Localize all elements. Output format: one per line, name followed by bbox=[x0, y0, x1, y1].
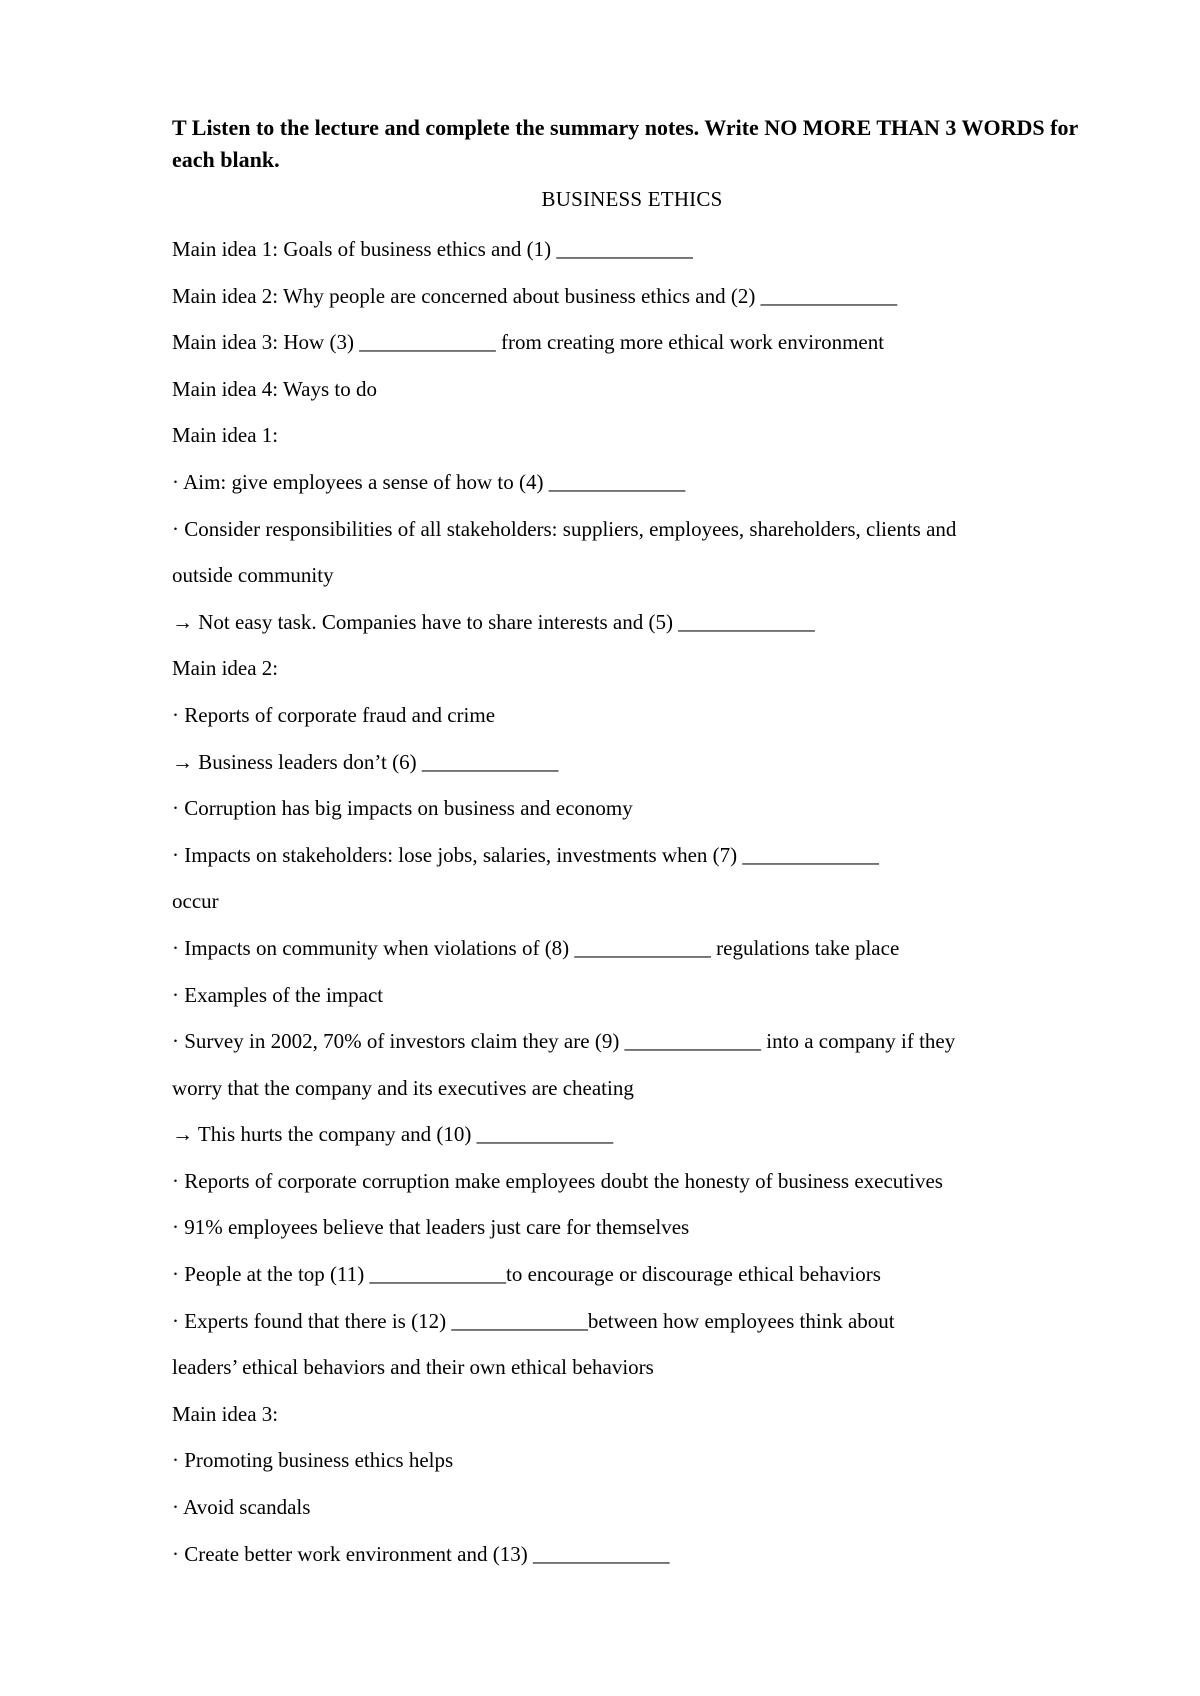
document-title: BUSINESS ETHICS bbox=[541, 187, 723, 211]
notes-line: · Experts found that there is (12) _____________between how employees think about bbox=[172, 1308, 895, 1333]
notes-line: · 91% employees believe that leaders just care for themselves bbox=[172, 1215, 690, 1240]
notes-line: · Consider responsibilities of all stakeholders: suppliers, employees, shareholders, clients and bbox=[172, 516, 957, 541]
notes-line: · Survey in 2002, 70% of investors claim they are (9) _____________ into a company if they bbox=[172, 1029, 956, 1054]
notes-line: occur bbox=[172, 889, 219, 914]
document-page bbox=[172, 112, 1092, 1577]
notes-line: Main idea 3: How (3) _____________ from creating more ethical work environment bbox=[172, 330, 885, 355]
notes-line: Main idea 2: Why people are concerned about business ethics and (2) _____________ bbox=[172, 283, 898, 308]
notes-line: · Reports of corporate corruption make employees doubt the honesty of business executives bbox=[172, 1168, 943, 1193]
notes-line: Main idea 1: Goals of business ethics and (1) _____________ bbox=[172, 237, 693, 261]
notes-line: worry that the company and its executives are cheating bbox=[172, 1075, 634, 1100]
notes-line: Main idea 1: bbox=[172, 423, 279, 448]
notes-line: Main idea 3: bbox=[172, 1401, 279, 1426]
notes-line: · Examples of the impact bbox=[172, 982, 384, 1007]
notes-line: · Impacts on community when violations of (8) _____________ regulations take place bbox=[172, 935, 900, 960]
notes-line: · Create better work environment and (13) _____________ bbox=[172, 1541, 670, 1566]
notes-line: Main idea 4: Ways to do bbox=[172, 376, 377, 401]
notes-line: · Aim: give employees a sense of how to (4) _____________ bbox=[172, 469, 686, 494]
instructions-text: T Listen to the lecture and complete the summary notes. Write NO MORE THAN 3 WORDS for each blank. bbox=[172, 115, 1078, 172]
notes-line: leaders’ ethical behaviors and their own ethical behaviors bbox=[172, 1355, 654, 1380]
notes-line: Main idea 2: bbox=[172, 656, 279, 681]
notes-line: → Not easy task. Companies have to share interests and (5) _____________ bbox=[172, 609, 815, 634]
notes-line: · Avoid scandals bbox=[172, 1495, 311, 1520]
notes-line: · Corruption has big impacts on business and economy bbox=[172, 796, 633, 821]
notes-line: · People at the top (11) _____________to encourage or discourage ethical behaviors bbox=[172, 1262, 881, 1287]
notes-line: · Impacts on stakeholders: lose jobs, salaries, investments when (7) _____________ bbox=[172, 842, 879, 867]
notes-line: outside community bbox=[172, 563, 334, 588]
notes-line: → Business leaders don’t (6) _____________ bbox=[172, 749, 559, 774]
notes-line: · Promoting business ethics helps bbox=[172, 1448, 454, 1473]
notes-line: → This hurts the company and (10) _____________ bbox=[172, 1122, 614, 1147]
notes-line: · Reports of corporate fraud and crime bbox=[172, 702, 496, 727]
